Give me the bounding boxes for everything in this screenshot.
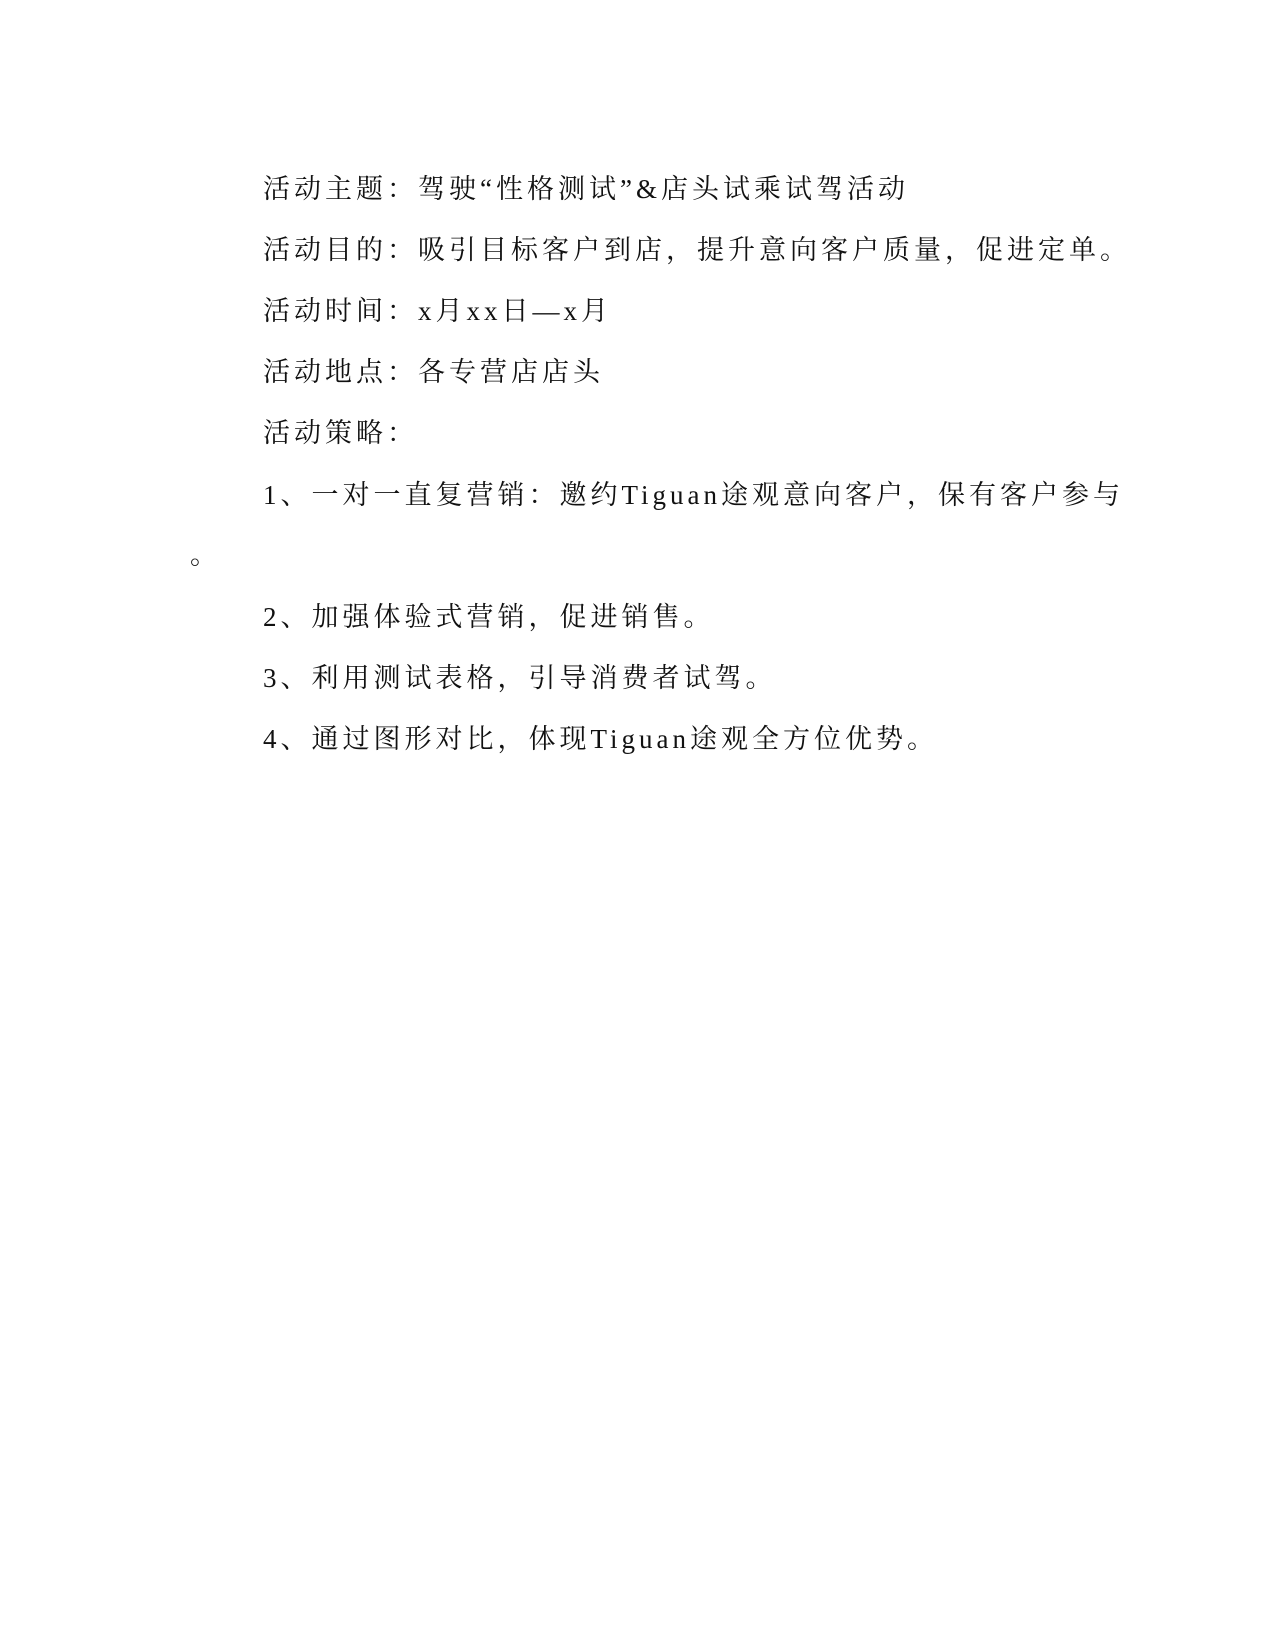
strategy-item-4: 4、通过图形对比，体现Tiguan途观全方位优势。 <box>263 724 939 754</box>
strategy-item-1: 1、一对一直复营销：邀约Tiguan途观意向客户，保有客户参与 <box>263 480 1125 510</box>
activity-location: 活动地点：各专营店店头 <box>263 357 604 387</box>
activity-strategy-heading: 活动策略： <box>263 418 418 448</box>
activity-theme: 活动主题：驾驶“性格测试”&店头试乘试驾活动 <box>263 174 909 204</box>
strategy-item-1-continuation: 。 <box>190 540 221 570</box>
strategy-item-2: 2、加强体验式营销，促进销售。 <box>263 602 715 632</box>
strategy-item-3: 3、利用测试表格，引导消费者试驾。 <box>263 663 777 693</box>
activity-purpose: 活动目的：吸引目标客户到店，提升意向客户质量，促进定单。 <box>263 235 1131 265</box>
activity-time: 活动时间：x月xx日—x月 <box>263 296 612 326</box>
